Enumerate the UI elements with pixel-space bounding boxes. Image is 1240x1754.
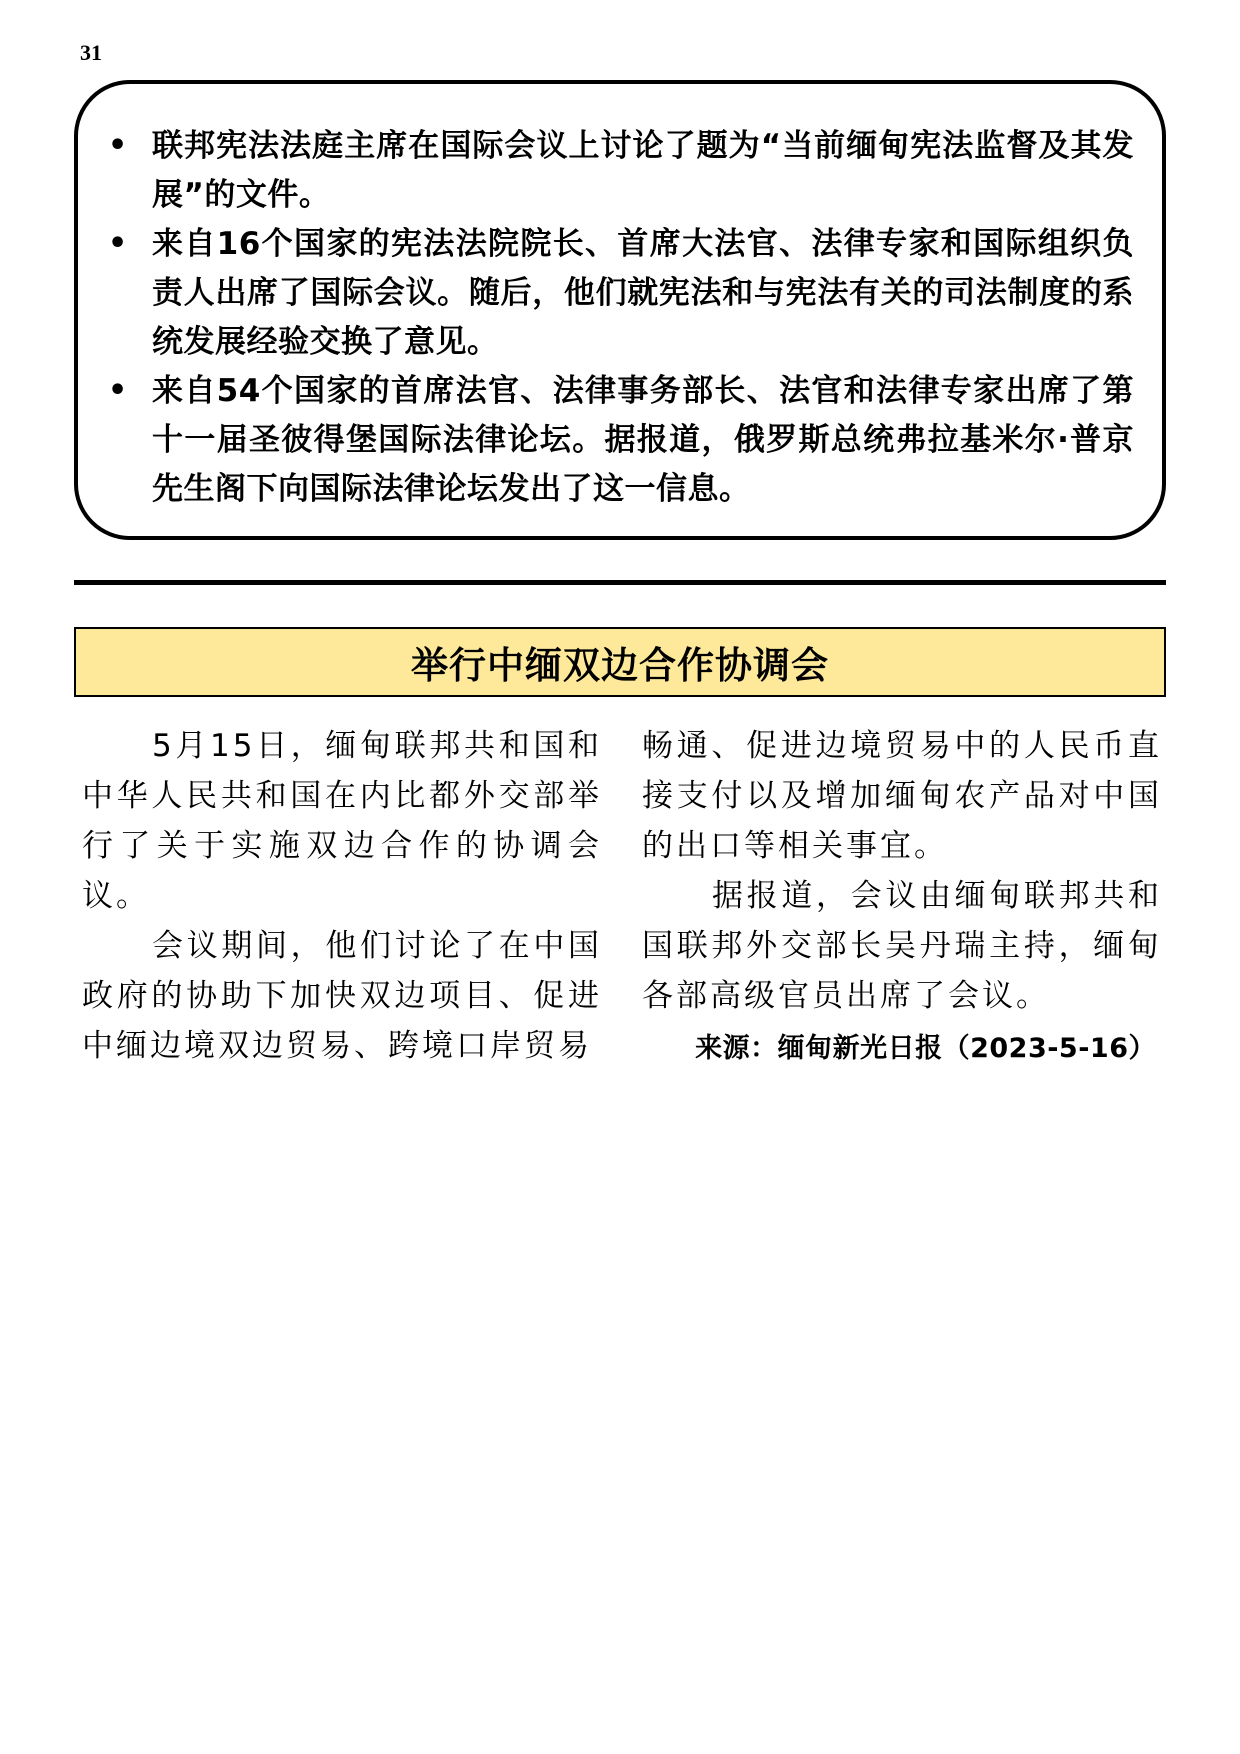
- bullet-item: [106, 122, 1134, 220]
- article-title: 举行中缅双边合作协调会: [411, 644, 829, 687]
- bullet-text: 来自54个国家的首席法官、法律事务部长、法官和法律专家出席了第十一届圣彼得堡国际法律论坛。据报道，俄罗斯总统弗拉基米尔·普京先生阁下向国际法律论坛发出了这一信息。: [152, 373, 1134, 507]
- bullet-text: 来自16个国家的宪法法院院长、首席大法官、法律专家和国际组织负责人出席了国际会议。随后，他们就宪法和与宪法有关的司法制度的系统发展经验交换了意见。: [152, 226, 1134, 360]
- article-source: 来源：缅甸新光日报（2023-5-16）: [695, 1033, 1156, 1064]
- bullet-item: [106, 220, 1134, 367]
- article-paragraph: 会议期间，他们讨论了在中国政府的协助下加快双边项目、促进中缅边境双边贸易、跨境口岸贸易: [82, 928, 602, 1064]
- article-paragraph: 5月15日，缅甸联邦共和国和中华人民共和国在内比都外交部举行了关于实施双边合作的协调会议。: [82, 728, 602, 914]
- bullet-marker: •: [108, 128, 128, 163]
- bullet-item: [106, 367, 1134, 514]
- bullet-marker: •: [108, 226, 128, 261]
- section-divider: [74, 580, 1166, 585]
- article-column-left: [82, 721, 602, 1071]
- article-column-right: [642, 721, 1162, 1071]
- bullet-text: 联邦宪法法庭主席在国际会议上讨论了题为“当前缅甸宪法监督及其发展”的文件。: [152, 128, 1134, 213]
- article-paragraph-continued: 畅通、促进边境贸易中的人民币直接支付以及增加缅甸农产品对中国的出口等相关事宜。: [642, 728, 1162, 864]
- article-headline-box: [74, 627, 1166, 697]
- page-number: 31: [80, 40, 102, 65]
- article-paragraph: 据报道，会议由缅甸联邦共和国联邦外交部长吴丹瑞主持，缅甸各部高级官员出席了会议。: [642, 878, 1162, 1014]
- bullet-marker: •: [108, 373, 128, 408]
- bullet-summary-box: [74, 80, 1166, 540]
